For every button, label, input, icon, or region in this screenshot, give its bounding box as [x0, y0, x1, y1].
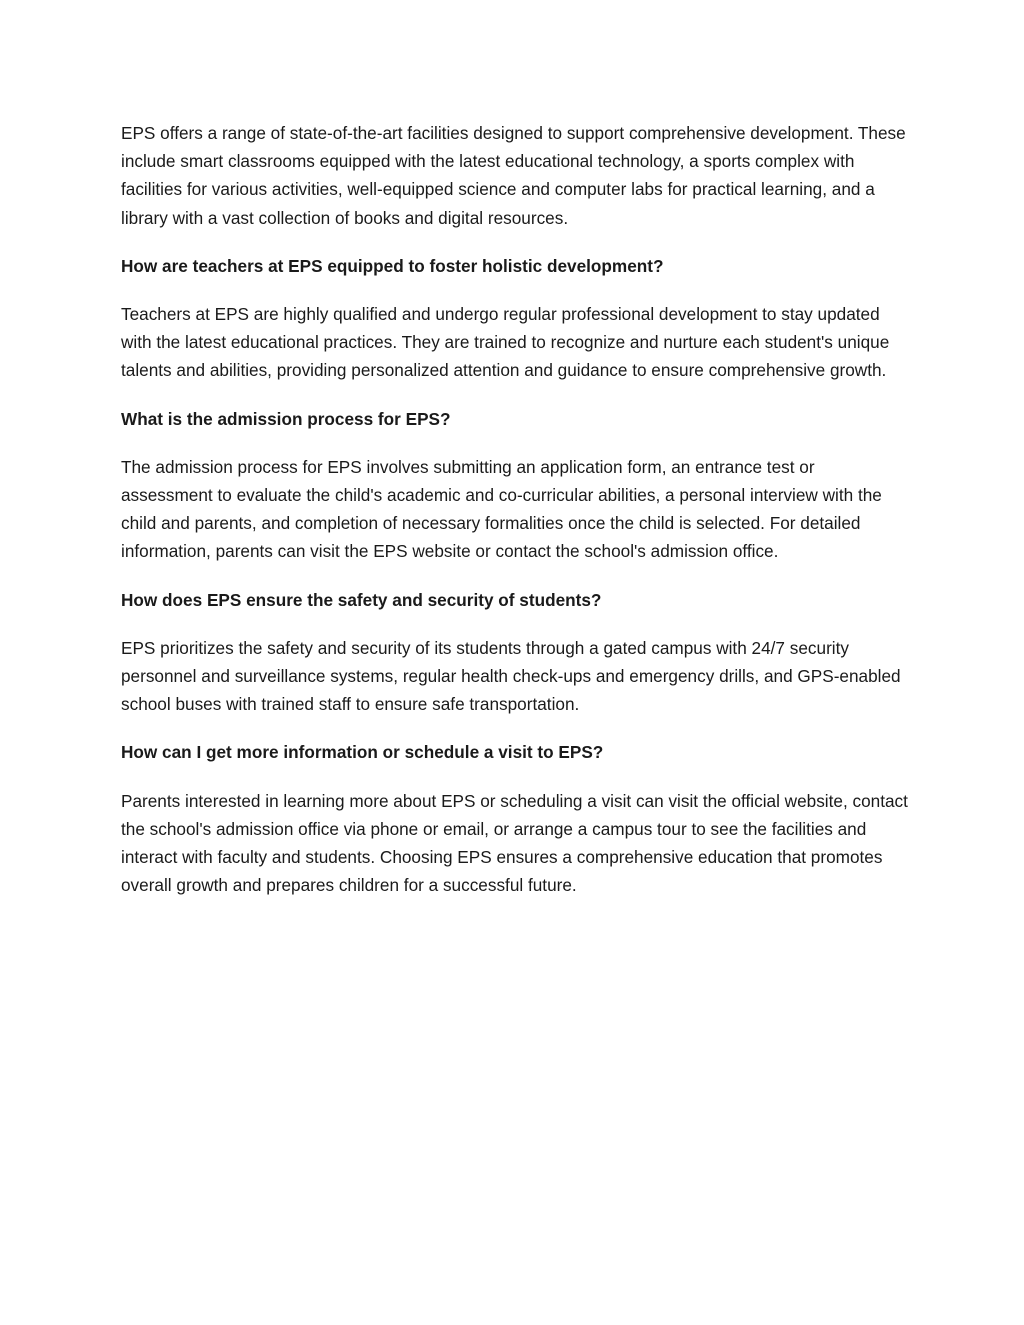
visit-question: How can I get more information or schedule a visit to EPS?: [121, 742, 604, 763]
teachers-question: How are teachers at EPS equipped to foster holistic development?: [121, 255, 664, 276]
facilities-paragraph: EPS offers a range of state-of-the-art facilities designed to support comprehensive development. These include smart classrooms equipped with the latest educational technology, a sports complex with facilities for various activities, well-equipped science and computer labs for practical learning, and a library with a vast collection of books and digital resources.: [121, 123, 906, 228]
safety-question: How does EPS ensure the safety and security of students?: [121, 589, 602, 610]
teachers-answer: Teachers at EPS are highly qualified and undergo regular professional development to stay updated with the latest educational practices. They are trained to recognize and nurture each student's unique talents and abilities, providing personalized attention and guidance to ensure comprehensive growth.: [121, 304, 890, 381]
admission-answer: The admission process for EPS involves submitting an application form, an entrance test or assessment to evaluate the child's academic and co-curricular abilities, a personal interview with the child and parents, and completion of necessary formalities once the child is selected. For detailed information, parents can visit the EPS website or contact the school's admission office.: [121, 456, 882, 562]
admission-question: What is the admission process for EPS?: [121, 408, 451, 429]
visit-answer: Parents interested in learning more about EPS or scheduling a visit can visit the official website, contact the school's admission office via phone or email, or arrange a campus tour to see the facilities and interact with faculty and students. Choosing EPS ensures a comprehensive education that promotes overall growth and prepares children for a successful future.: [121, 790, 908, 896]
document-body: [121, 119, 911, 919]
safety-answer: EPS prioritizes the safety and security of its students through a gated campus with 24/7 security personnel and surveillance systems, regular health check-ups and emergency drills, and GPS-enabled school buses with trained staff to ensure safe transportation.: [121, 637, 901, 715]
